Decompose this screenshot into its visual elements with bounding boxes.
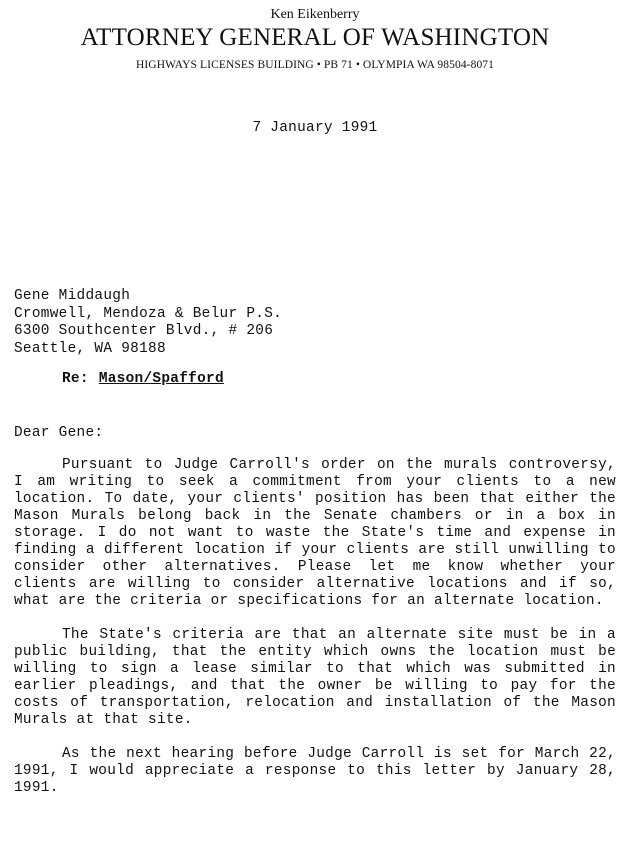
office-title: ATTORNEY GENERAL OF WASHINGTON xyxy=(80,24,550,51)
recipient-block xyxy=(14,288,282,358)
body-paragraph-3: As the next hearing before Judge Carroll is set for March 22, 1991, I would appreciate a response to this letter by January 28, 1991. xyxy=(14,746,616,796)
letterhead xyxy=(0,6,630,74)
reference-subject: Mason/Spafford xyxy=(98,371,224,387)
office-address: HIGHWAYS LICENSES BUILDING • PB 71 • OLYMPIA WA 98504-8071 xyxy=(135,59,495,71)
reference-label: Re: xyxy=(62,371,89,387)
recipient-name: Gene Middaugh xyxy=(14,288,131,304)
recipient-city: Seattle, WA 98188 xyxy=(14,340,166,357)
recipient-street: 6300 Southcenter Blvd., # 206 xyxy=(14,323,274,339)
salutation: Dear Gene: xyxy=(14,425,104,441)
recipient-firm: Cromwell, Mendoza & Belur P.S. xyxy=(14,305,283,322)
body-paragraph-1: Pursuant to Judge Carroll's order on the murals controversy, I am writing to seek a commitment from your clients to a new location. To date, your clients' position has been that either the Mason Murals belong back in the Senate chambers or in a box in storage. I do not want to waste the State's time and expense in finding a different location if your clients are still unwilling to consider other alternatives. Please let me know whether your clients are willing to consider alternative locations and if so, what are the criteria or specifications for an alternate location. xyxy=(14,457,616,609)
attorney-general-name: Ken Eikenberry xyxy=(270,7,360,22)
reference-line xyxy=(62,371,224,387)
letter-body xyxy=(14,457,616,814)
letter-date: 7 January 1991 xyxy=(252,120,378,136)
body-paragraph-2: The State's criteria are that an alternate site must be in a public building, that the entity which owns the location must be willing to sign a lease similar to that which was submitted in earlier pleadings, and that the owner be willing to pay for the costs of transportation, relocation and installation of the Mason Murals at that site. xyxy=(14,627,616,728)
